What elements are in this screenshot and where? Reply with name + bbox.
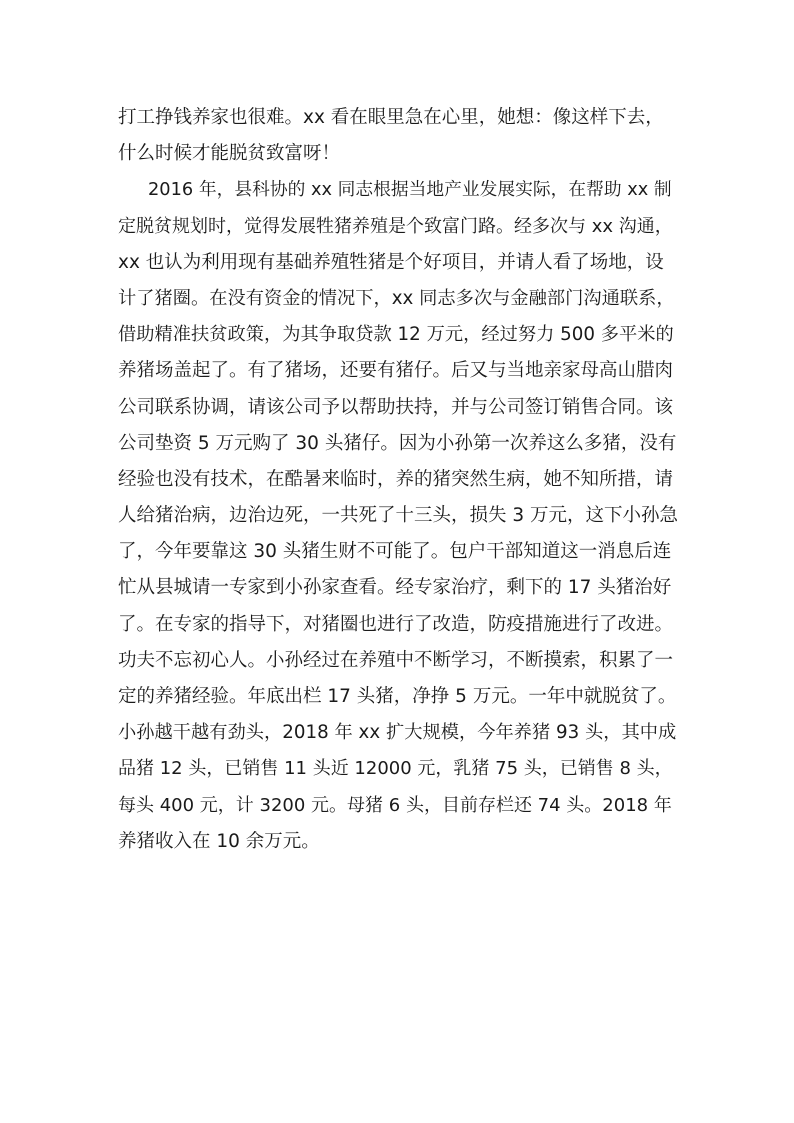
text-line: 了，今年要靠这 30 头猪生财不可能了。包户干部知道这一消息后连 <box>118 541 672 563</box>
text-line: 定的养猪经验。年底出栏 17 头猪，净挣 5 万元。一年中就脱贫了。 <box>118 686 677 707</box>
text-line: 养猪收入在 10 余万元。 <box>118 830 320 852</box>
text-line: 小孙越干越有劲头，2018 年 xx 扩大规模，今年养猪 93 头，其中成 <box>118 722 677 744</box>
text-line: 借助精准扶贫政策，为其争取贷款 12 万元，经过努力 500 多平米的 <box>118 324 674 346</box>
body-text <box>118 100 678 860</box>
text-line: 打工挣钱养家也很难。xx 看在眼里急在心里，她想：像这样下去， <box>118 107 664 128</box>
text-line: 经验也没有技术，在酷暑来临时，养的猪突然生病，她不知所措，请 <box>118 468 674 490</box>
text-line: 了。在专家的指导下，对猪圈也进行了改造，防疫措施进行了改进。 <box>118 613 674 635</box>
text-line: 忙从县城请一专家到小孙家查看。经专家治疗，剩下的 17 头猪治好 <box>118 577 672 599</box>
text-line: 养猪场盖起了。有了猪场，还要有猪仔。后又与当地亲家母高山腊肉 <box>118 360 674 382</box>
text-line: 公司垫资 5 万元购了 30 头猪仔。因为小孙第一次养这么多猪，没有 <box>118 432 677 454</box>
text-line: 功夫不忘初心人。小孙经过在养殖中不断学习，不断摸索，积累了一 <box>118 649 674 671</box>
text-line: 定脱贫规划时，觉得发展牲猪养殖是个致富门路。经多次与 xx 沟通， <box>118 215 673 237</box>
text-line: 人给猪治病，边治边死，一共死了十三头，损失 3 万元，这下小孙急 <box>118 505 679 527</box>
text-line: 每头 400 元，计 3200 元。母猪 6 头，目前存栏还 74 头。2018 年 <box>118 794 672 816</box>
text-line: 品猪 12 头，已销售 11 头近 12000 元，乳猪 75 头，已销售 8 头， <box>118 758 673 780</box>
paragraph-start-line: 2016 年，县科协的 xx 同志根据当地产业发展实际，在帮助 xx 制 <box>148 180 672 201</box>
text-line: 什么时候才能脱贫致富呀！ <box>118 143 341 165</box>
text-line: 公司联系协调，请该公司予以帮助扶持，并与公司签订销售合同。该 <box>118 396 674 418</box>
text-line: xx 也认为利用现有基础养殖牲猪是个好项目，并请人看了场地，设 <box>118 251 664 273</box>
text-line: 计了猪圈。在没有资金的情况下，xx 同志多次与金融部门沟通联系， <box>118 287 675 309</box>
